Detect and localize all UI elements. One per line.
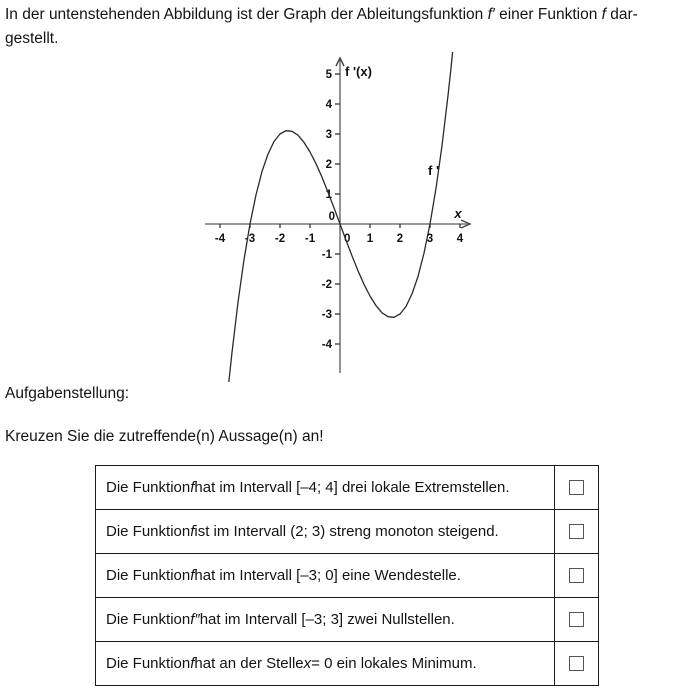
svg-text:2: 2 bbox=[325, 159, 332, 171]
statement-checkbox[interactable] bbox=[569, 656, 584, 671]
statement-checkbox[interactable] bbox=[569, 480, 584, 495]
table-row bbox=[96, 509, 598, 553]
table-row bbox=[96, 466, 598, 509]
intro-line-2: gestellt. bbox=[5, 30, 59, 47]
checkbox-cell bbox=[554, 642, 599, 685]
svg-text:-1: -1 bbox=[304, 233, 316, 245]
table-row bbox=[96, 597, 598, 641]
svg-text:-4: -4 bbox=[321, 339, 332, 351]
svg-text:1: 1 bbox=[366, 233, 374, 245]
statement-text: Die Funktion f″ hat im Intervall [–3; 3] zwei Nullstellen. bbox=[106, 611, 455, 628]
checkbox-cell bbox=[554, 466, 599, 509]
checkbox-cell bbox=[554, 510, 599, 553]
statement-text: Die Funktion f hat im Intervall [–3; 0] eine Wendestelle. bbox=[106, 567, 461, 584]
svg-text:-3: -3 bbox=[244, 233, 256, 245]
task-instruction: Kreuzen Sie die zutreffende(n) Aussage(n) an! bbox=[5, 428, 324, 445]
graph-canvas bbox=[200, 52, 480, 382]
intro-line-1: In der untenstehenden Abbildung ist der Graph der Ableitungsfunktion f′ einer Funktion f dar- bbox=[5, 6, 638, 23]
statement-text: Die Funktion f hat an der Stelle x = 0 ein lokales Minimum. bbox=[106, 655, 477, 672]
statement-checkbox[interactable] bbox=[569, 524, 584, 539]
svg-text:-3: -3 bbox=[321, 309, 332, 321]
svg-text:3: 3 bbox=[426, 233, 434, 245]
svg-text:3: 3 bbox=[325, 129, 332, 141]
svg-text:-4: -4 bbox=[214, 233, 226, 245]
statement-text: Die Funktion f ist im Intervall (2; 3) streng monoton steigend. bbox=[106, 523, 499, 540]
svg-text:f '(x): f '(x) bbox=[345, 64, 372, 79]
derivative-graph bbox=[200, 52, 480, 382]
svg-text:5: 5 bbox=[325, 69, 332, 81]
svg-text:x: x bbox=[454, 206, 462, 221]
statement-text: Die Funktion f hat im Intervall [–4; 4] drei lokale Extremstellen. bbox=[106, 479, 510, 496]
statement-checkbox[interactable] bbox=[569, 568, 584, 583]
svg-text:-1: -1 bbox=[321, 249, 332, 261]
svg-text:0: 0 bbox=[344, 233, 351, 245]
checkbox-cell bbox=[554, 554, 599, 597]
svg-text:0: 0 bbox=[328, 211, 335, 223]
table-row bbox=[96, 553, 598, 597]
svg-text:1: 1 bbox=[325, 189, 332, 201]
intro-paragraph bbox=[5, 3, 638, 51]
task-heading: Aufgabenstellung: bbox=[5, 385, 130, 402]
statements-table bbox=[95, 465, 599, 686]
svg-text:2: 2 bbox=[396, 233, 404, 245]
table-row bbox=[96, 641, 598, 685]
checkbox-cell bbox=[554, 598, 599, 641]
statement-checkbox[interactable] bbox=[569, 612, 584, 627]
svg-text:f ': f ' bbox=[428, 163, 440, 178]
svg-text:4: 4 bbox=[456, 233, 464, 245]
svg-text:-2: -2 bbox=[274, 233, 286, 245]
svg-text:-2: -2 bbox=[321, 279, 332, 291]
svg-text:4: 4 bbox=[325, 99, 332, 111]
